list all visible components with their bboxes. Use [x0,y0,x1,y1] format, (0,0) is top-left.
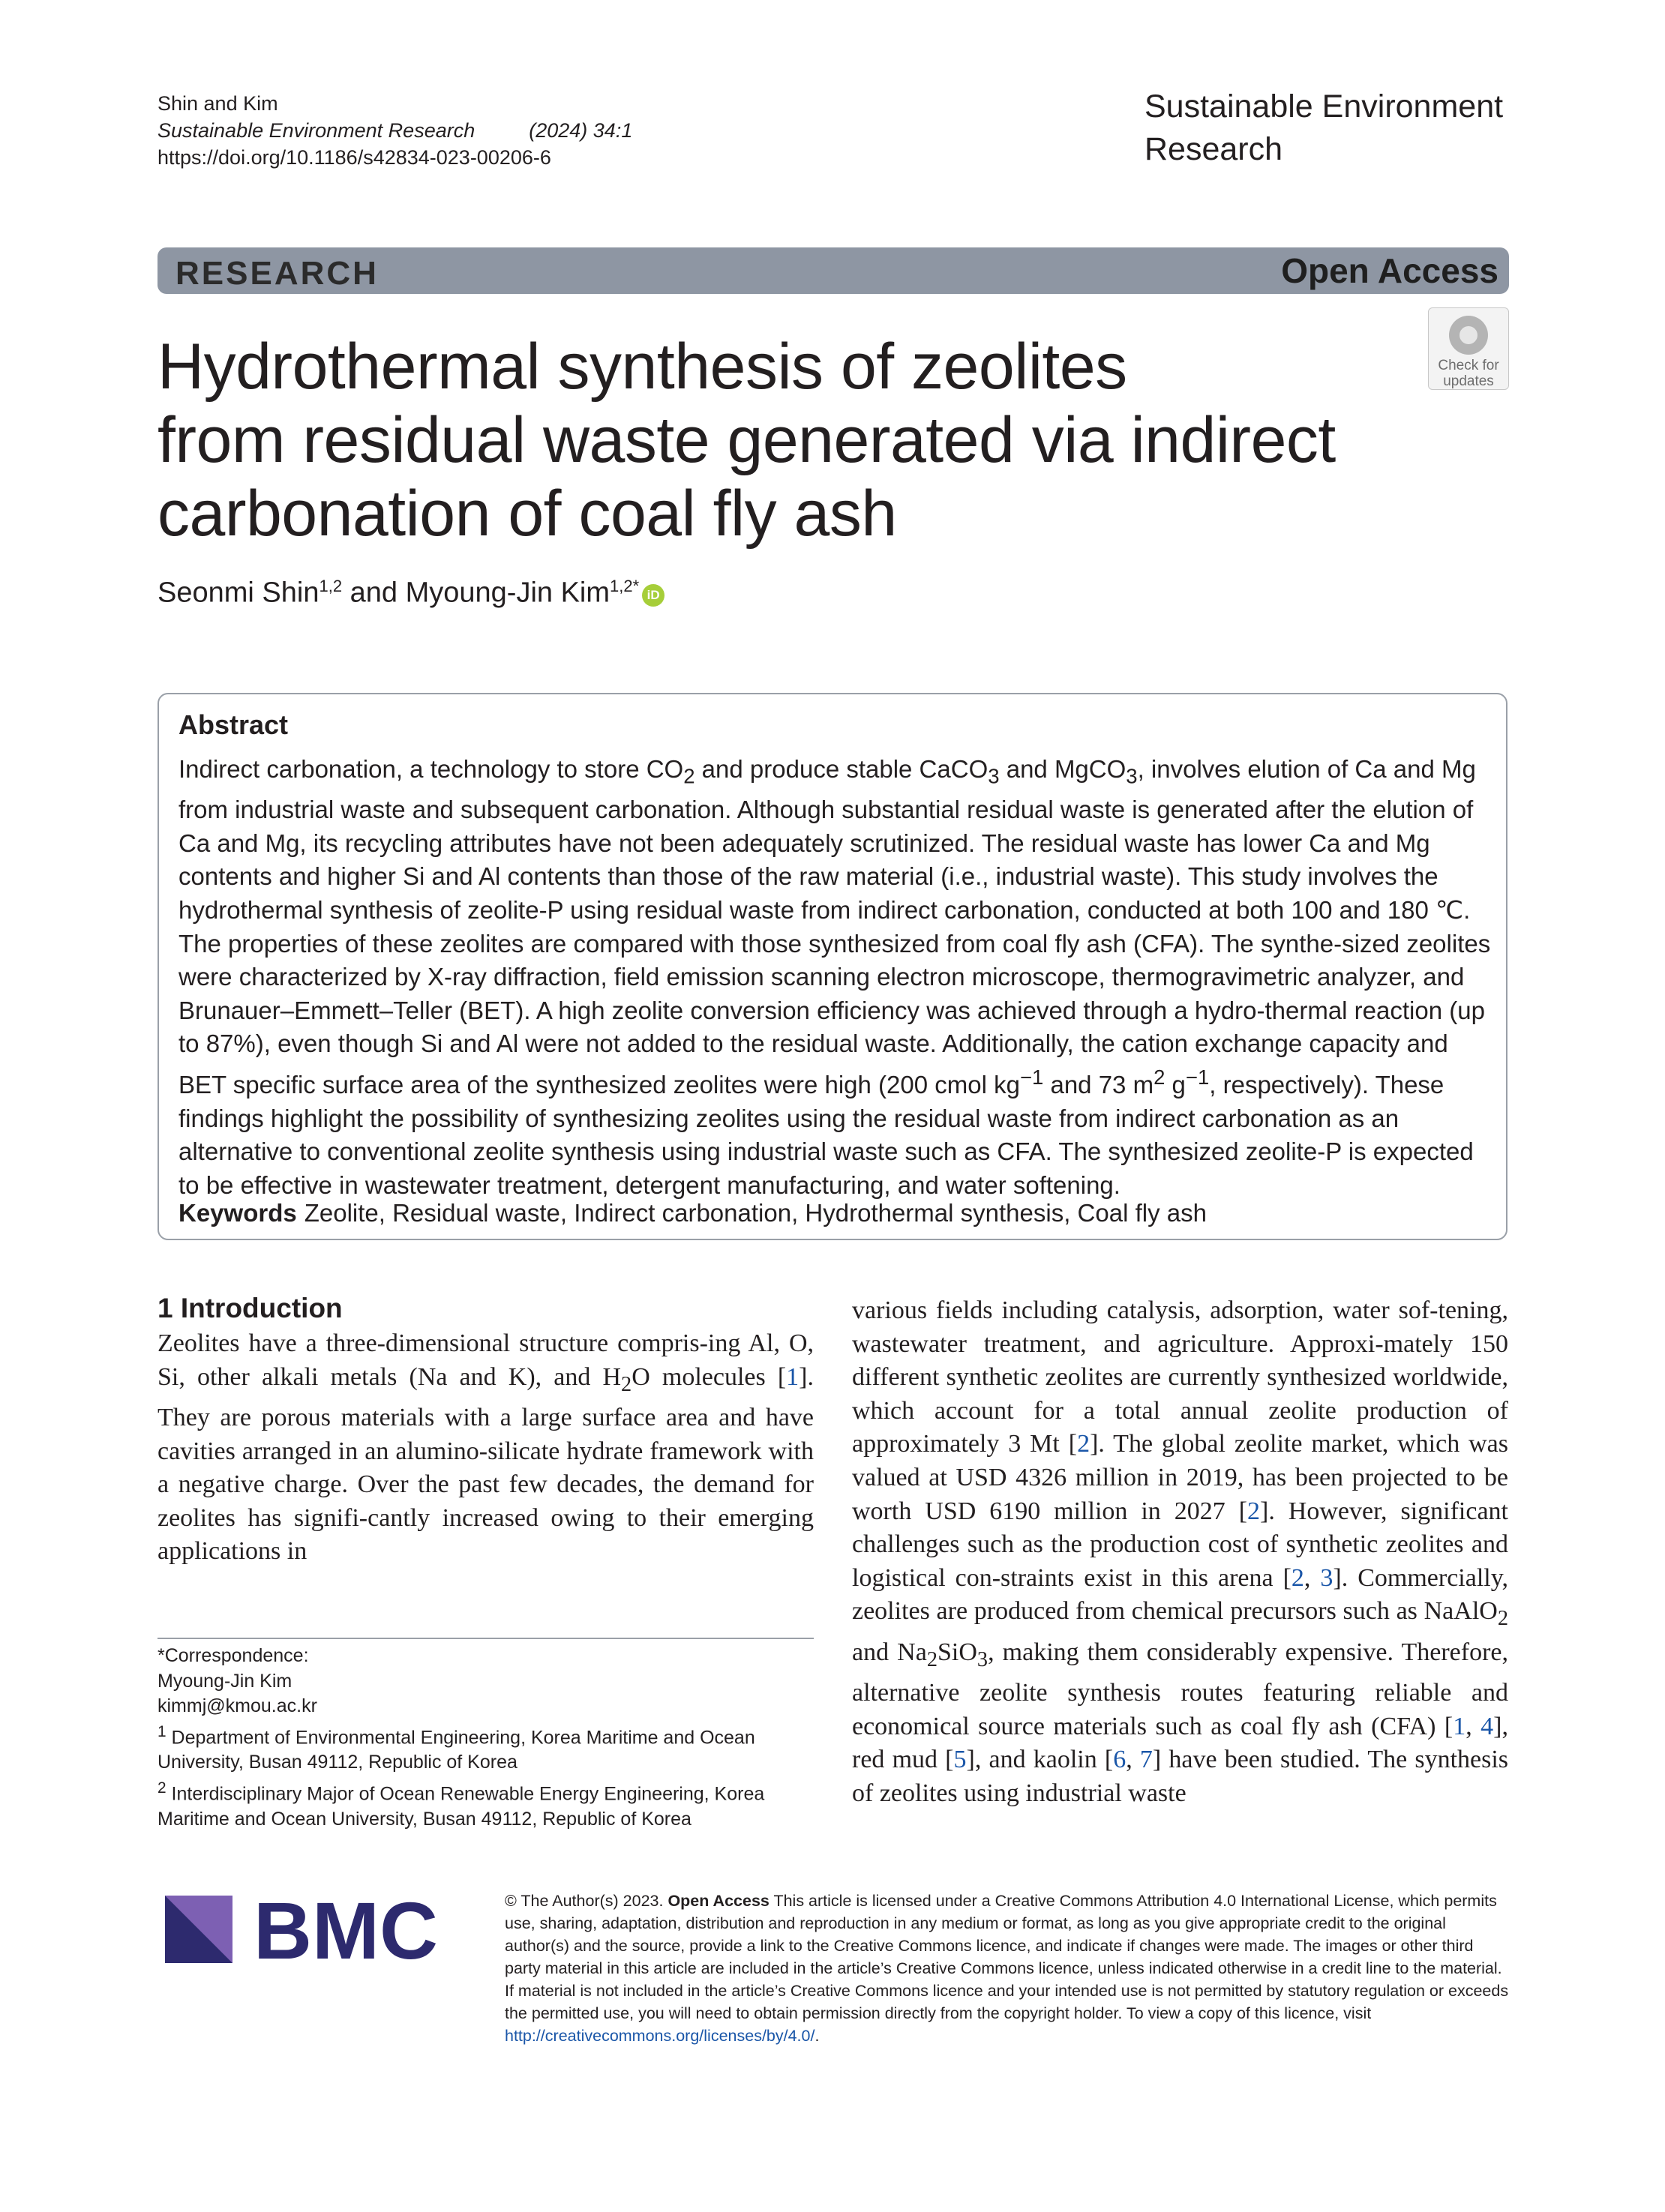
author-name[interactable]: Myoung-Jin Kim [405,577,610,609]
affiliation-text: Interdisciplinary Major of Ocean Renewable Energy Engineering, Korea Maritime and Ocean University, Busan 49112, Republic of Korea [158,1783,765,1830]
citation-link[interactable]: 5 [953,1746,967,1774]
article-type: RESEARCH [176,255,379,292]
article-type-banner [158,247,1509,294]
header-doi[interactable]: https://doi.org/10.1186/s42834-023-00206-6 [158,146,551,169]
journal-name-line2: Research [1144,131,1283,167]
header-volume: (2024) 34:1 [529,119,633,142]
affiliation-1 [158,1719,818,1776]
journal-name [1144,85,1503,171]
license-body: This article is licensed under a Creative Commons Attribution 4.0 International License, which permits use, sharing, adaptation, distribution and reproduction in any medium or format, as long as you give appropriate credit to the original author(s) and the source, provide a link to the Creative Commons licence, and indicate if changes were made. The images or other third party material in this article are included in the article’s Creative Commons licence, unless indicated otherwise in a credit line to the material. If material is not included in the article’s Creative Commons licence and your intended use is not permitted by statutory regulation or exceeds the permitted use, you will need to obtain permission directly from the copyright holder. To view a copy of this licence, visit [505,1892,1509,2022]
header-citation [158,117,632,144]
keywords [178,1197,1207,1230]
author-name[interactable]: Seonmi Shin [158,577,320,609]
author-separator: and [342,577,406,609]
check-updates-line1: Check for [1438,358,1499,373]
abstract-box [158,693,1508,1240]
license-link[interactable]: http://creativecommons.org/licenses/by/4.0/ [505,2027,815,2045]
orcid-icon[interactable]: iD [642,584,664,607]
correspondence-email[interactable]: kimmj@kmou.ac.kr [158,1695,317,1716]
check-updates-line2: updates [1443,373,1494,389]
citation-link[interactable]: 3 [1320,1563,1334,1592]
keywords-label: Keywords [178,1199,297,1227]
bmc-logo [165,1896,465,1963]
author-affiliation: 1,2* [610,577,640,595]
citation-link[interactable]: 4 [1480,1712,1494,1740]
header-authors: Shin and Kim [158,92,278,115]
keywords-list: Zeolite, Residual waste, Indirect carbonation, Hydrothermal synthesis, Coal fly ash [304,1199,1207,1227]
header-journal: Sustainable Environment Research [158,119,476,142]
title-line-3: carbonation of coal fly ash [158,478,897,550]
check-updates-icon [1449,316,1488,355]
body-text-left: Zeolites have a three-dimensional structure compris-ing Al, O, Si, other alkali metals (Na and K), and $H_2O$ molecules [1]. They are porous materials with a large surface area and have cavities arranged in an alumino-silicate hydrate framework with a negative charge. Over the past few decades, the demand for zeolites has signifi-cantly increased owing to their emerging applications in [158,1329,814,1566]
footnotes [158,1644,818,1832]
abstract-heading: Abstract [178,709,289,740]
bmc-logo-text: BMC [254,1896,438,1963]
citation-link[interactable]: 1 [1453,1712,1466,1740]
running-header [158,90,632,171]
footnote-divider [158,1638,814,1639]
citation-link[interactable]: 1 [786,1362,800,1391]
correspondence-label: *Correspondence: [158,1645,309,1666]
title-line-1: Hydrothermal synthesis of zeolites [158,331,1127,403]
author-affiliation: 1,2 [319,577,343,595]
license-end: . [814,2027,820,2045]
check-for-updates-button[interactable] [1428,307,1509,390]
correspondence-name: Myoung-Jin Kim [158,1670,292,1692]
article-title [158,330,1418,550]
license-open-access: Open Access [668,1892,770,1910]
abstract-text: Indirect carbonation, a technology to store $CO_2$ and produce stable CaCO$_3$ and MgCO$_3$, involves elution of Ca and Mg from industrial waste and subsequent carbonation. Although substantial residual waste is generated after the elution of Ca and Mg, its recycling attributes have not been adequately scrutinized. The residual waste has lower Ca and Mg contents and higher Si and Al contents than those of the raw material (i.e., industrial waste). This study involves the hydrothermal synthesis of zeolite-P using residual waste from indirect carbonation, conducted at both 100 and 180 ℃. The properties of these zeolites are compared with those synthesized from coal fly ash (CFA). The synthe-sized zeolites were characterized by X-ray diffraction, field emission scanning electron microscope, thermogravimetric analyzer, and Brunauer–Emmett–Teller (BET). A high zeolite conversion efficiency was achieved through a hydro-thermal reaction (up to 87%), even though Si and Al were not added to the residual waste. Additionally, the cation exchange capacity and BET specific surface area of the synthesized zeolites were high (200 cmol $kg^{-1}$ and 73 $m^2$ $g^{-1}$, respectively). These findings highlight the possibility of synthesizing zeolites using the residual waste from indirect carbonation as an alternative to conventional zeolite synthesis using industrial waste such as CFA. The synthesized zeolite-P is expected to be effective in wastewater treatment, detergent manufacturing, and water softening. [178,755,1491,1199]
title-line-2: from residual waste generated via indirect [158,404,1336,476]
citation-link[interactable]: 6 [1113,1746,1126,1774]
citation-link[interactable]: 2 [1077,1430,1090,1458]
citation-link[interactable]: 2 [1291,1563,1304,1592]
affiliation-number: 1 [158,1722,166,1740]
citation-link[interactable]: 7 [1139,1746,1153,1774]
license-copyright: © The Author(s) 2023. [505,1892,664,1910]
section-heading: 1 Introduction [158,1293,343,1323]
affiliation-2 [158,1776,818,1832]
journal-name-line1: Sustainable Environment [1144,88,1504,124]
affiliation-text: Department of Environmental Engineering, Korea Maritime and Ocean University, Busan 49112, Republic of Korea [158,1726,755,1773]
open-access-label: Open Access [1281,251,1498,290]
license-text [505,1890,1510,2047]
affiliation-number: 2 [158,1779,166,1797]
author-list [158,568,664,611]
citation-link[interactable]: 2 [1247,1497,1261,1525]
body-text-right: various fields including catalysis, adsorption, water sof-tening, wastewater treatment, and agriculture. Approxi-mately 150 different synthetic zeolites are currently synthesized worldwide, which account for a total annual zeolite production of approximately 3 Mt [2]. The global zeolite market, which was valued at USD 4326 million in 2019, has been projected to be worth USD 6190 million in 2027 [2]. However, significant challenges such as the production cost of synthetic zeolites and logistical con-straints exist in this arena [2, 3]. Commercially, zeolites are produced from chemical precursors such as NaAlO$_2$ and $Na_2SiO_3$, making them considerably expensive. Therefore, alternative zeolite synthesis routes featuring reliable and economical source materials such as coal fly ash (CFA) [1, 4], red mud [5], and kaolin [6, 7] have been studied. The synthesis of zeolites using industrial waste [852,1296,1509,1807]
